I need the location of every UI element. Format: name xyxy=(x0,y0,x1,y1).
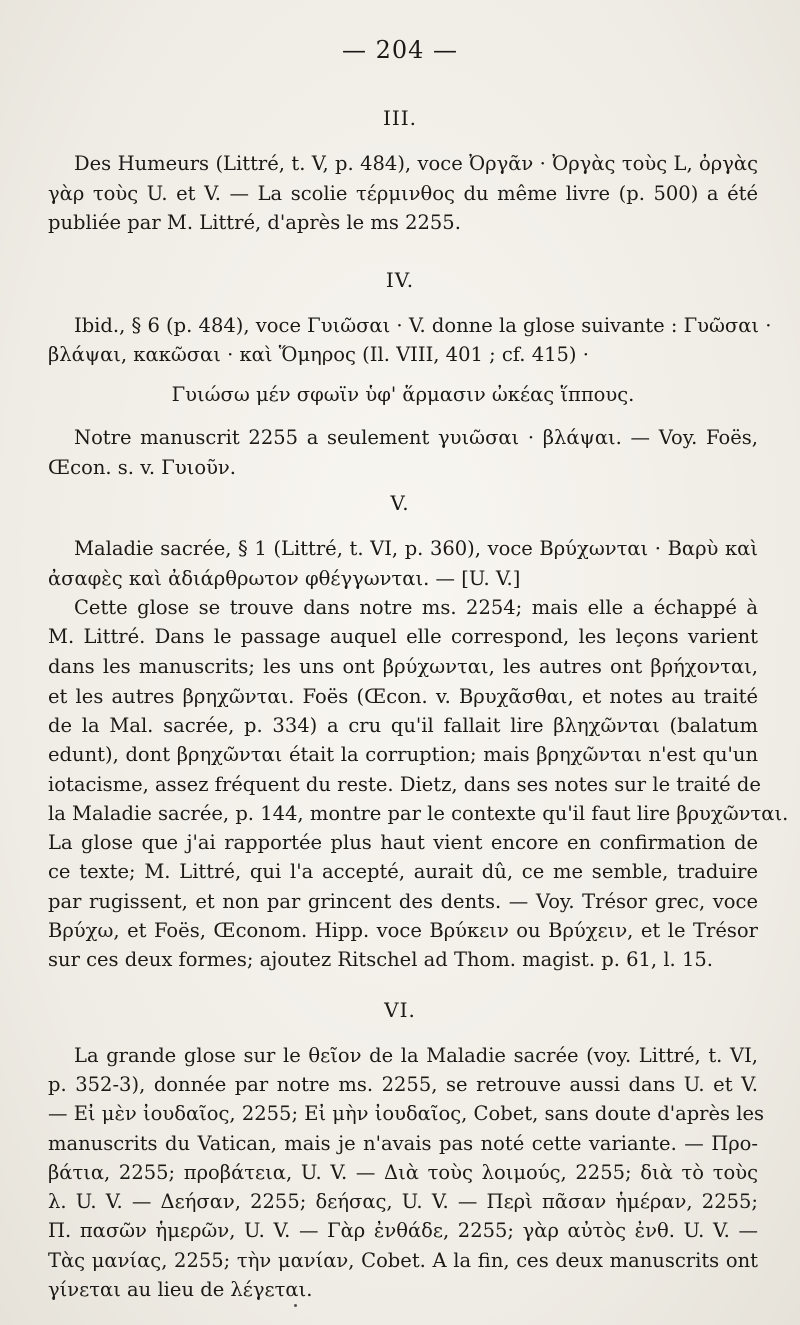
section-heading-iv: IV. xyxy=(385,268,415,292)
text-line: Cette glose se trouve dans notre ms. 2254; mais elle a échappé à xyxy=(74,596,758,619)
text-line: p. 352-3), donnée par notre ms. 2255, se retrouve aussi dans U. et V. xyxy=(48,1073,758,1096)
text-line: Des Humeurs (Littré, t. V, p. 484), voce Ὀργᾶν · Ὀργὰς τοὺς L, ὀργὰς xyxy=(74,152,758,175)
text-line: βάτια, 2255; προβάτεια, U. V. — Διὰ τοὺς λοιμούς, 2255; διὰ τὸ τοὺς xyxy=(48,1161,758,1184)
text-line: λ. U. V. — Δεήσαν, 2255; δεήσας, U. V. — Περὶ πᾶσαν ἡμέραν, 2255; xyxy=(48,1190,758,1213)
quoted-verse: Γυιώσω μέν σφωϊν ὑφ' ἅρμασιν ὠκέας ἵππους. xyxy=(171,383,635,406)
text-line: βλάψαι, κακῶσαι · καὶ Ὅμηρος (Il. VIII, 401 ; cf. 415) · xyxy=(48,343,589,366)
text-line: γίνεται au lieu de λέγεται. xyxy=(48,1278,313,1301)
text-line: ἀσαφὲς καὶ ἀδιάρθρωτον φθέγγωνται. — [U. V.] xyxy=(48,567,521,590)
text-line: Τὰς μανίας, 2255; τὴν μανίαν, Cobet. A la fin, ces deux manuscrits ont xyxy=(48,1249,758,1272)
text-line: et les autres βρηχῶνται. Foës (Œcon. v. Βρυχᾶσθαι, et notes au traité xyxy=(48,685,758,708)
text-line: Π. πασῶν ἡμερῶν, U. V. — Γὰρ ἐνθάδε, 2255; γὰρ αὐτὸς ἐνθ. U. V. — xyxy=(48,1219,758,1242)
text-line: la Maladie sacrée, p. 144, montre par le contexte qu'il faut lire βρυχῶνται. xyxy=(48,802,789,825)
text-line: La grande glose sur le θεῖον de la Maladie sacrée (voy. Littré, t. VI, xyxy=(74,1044,758,1067)
text-line: Βρύχω, et Foës, Œconom. Hipp. voce Βρύκειν ou Βρύχειν, et le Trésor xyxy=(48,919,758,942)
text-line: iotacisme, assez fréquent du reste. Dietz, dans ses notes sur le traité de xyxy=(48,773,761,796)
text-line: ce texte; M. Littré, qui l'a accepté, aurait dû, ce me semble, traduire xyxy=(48,860,758,883)
text-line: de la Mal. sacrée, p. 334) a cru qu'il fallait lire βληχῶνται (balatum xyxy=(48,714,758,737)
text-line: — Εἰ μὲν ἰουδαῖος, 2255; Εἰ μὴν ἰουδαῖος, Cobet, sans doute d'après les xyxy=(48,1102,765,1125)
text-line: γὰρ τοὺς U. et V. — La scolie τέρμινθος du même livre (p. 500) a été xyxy=(48,182,758,205)
text-line: Notre manuscrit 2255 a seulement γυιῶσαι · βλάψαι. — Voy. Foës, xyxy=(74,426,758,449)
page-number: — 204 — xyxy=(341,36,459,64)
text-line: par rugissent, et non par grincent des dents. — Voy. Trésor grec, voce xyxy=(48,890,758,913)
text-line: Ibid., § 6 (p. 484), voce Γυιῶσαι · V. donne la glose suivante : Γυῶσαι · xyxy=(74,314,772,337)
text-line: Maladie sacrée, § 1 (Littré, t. VI, p. 360), voce Βρύχωνται · Βαρὺ καὶ xyxy=(74,537,758,560)
text-line: sur ces deux formes; ajoutez Ritschel ad Thom. magist. p. 61, l. 15. xyxy=(48,948,713,971)
section-heading-v: V. xyxy=(390,491,410,515)
text-line: Œcon. s. v. Γυιοῦν. xyxy=(48,456,236,479)
text-line: edunt), dont βρηχῶνται était la corruption; mais βρηχῶνται n'est qu'un xyxy=(48,743,758,766)
text-line: M. Littré. Dans le passage auquel elle correspond, les leçons varient xyxy=(48,625,758,648)
section-heading-vi: VI. xyxy=(384,998,416,1022)
text-line: publiée par M. Littré, d'après le ms 2255. xyxy=(48,211,461,234)
text-line: La glose que j'ai rapportée plus haut vient encore en confirmation de xyxy=(48,831,758,854)
print-speck xyxy=(294,1304,297,1307)
section-heading-iii: III. xyxy=(382,106,418,130)
text-line: dans les manuscrits; les uns ont βρύχωνται, les autres ont βρήχονται, xyxy=(48,655,758,678)
text-line: manuscrits du Vatican, mais je n'avais pas noté cette variante. — Προ- xyxy=(48,1132,758,1155)
